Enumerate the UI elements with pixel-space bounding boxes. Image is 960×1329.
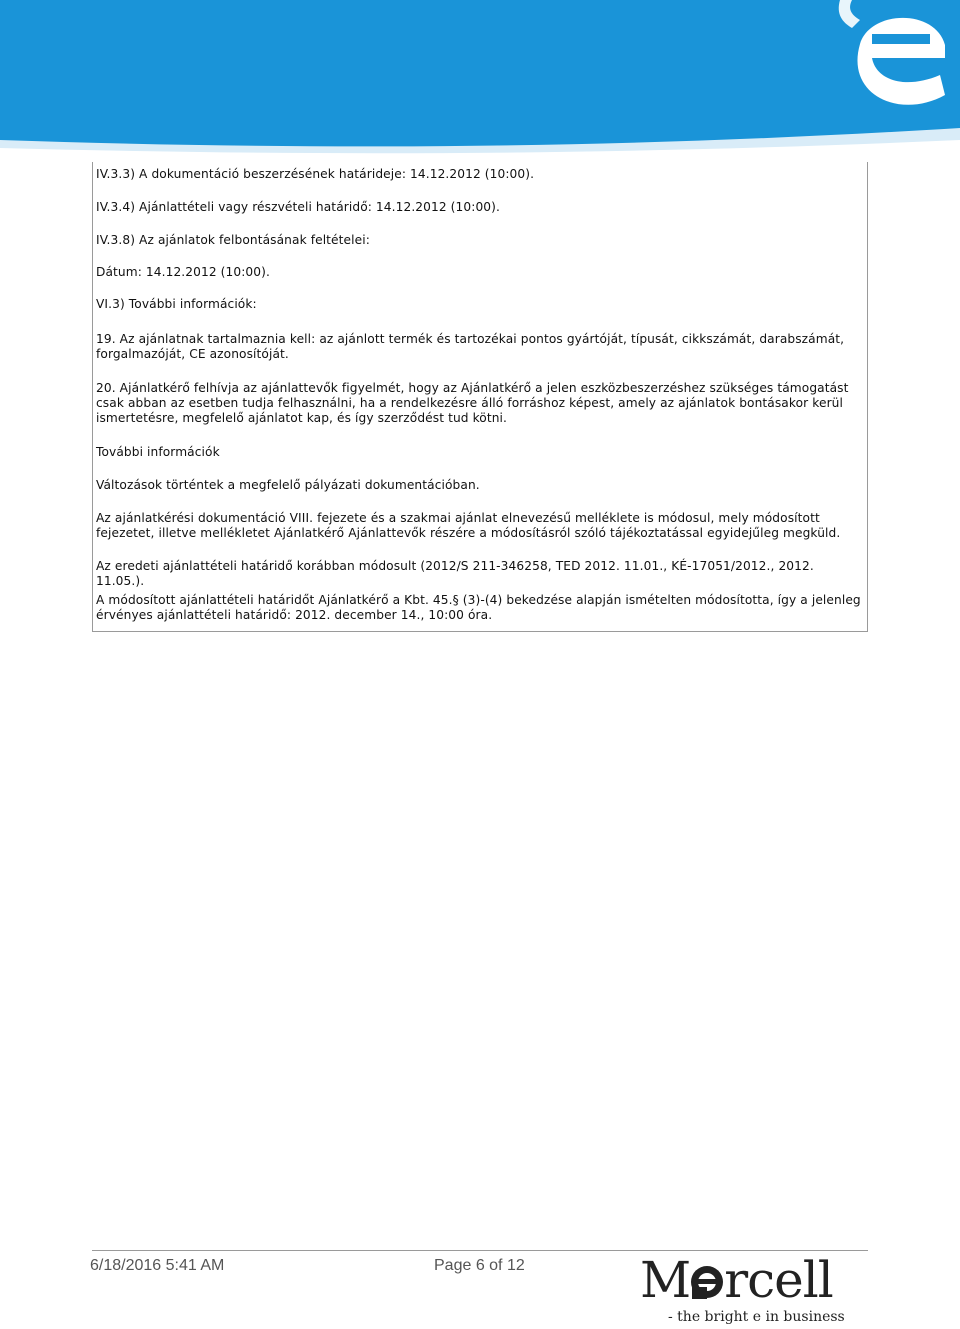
- item-20: 20. Ajánlatkérő felhívja az ajánlattevők figyelmét, hogy az Ajánlatkérő a jelen eszközbeszerzéshez szükséges támogatást csak abban az esetben tudja felhasználni, ha a rendelkezésre álló forráshoz képest, amely az ajánlatok bontásakor kerül ismertetésre, megfelelő ajánlatot kap, és így szerződést tud kötni.: [96, 381, 849, 425]
- further-info-heading: További információk: [96, 445, 220, 459]
- logo-text-rcell: rcell: [724, 1251, 833, 1309]
- modified-deadline-note: A módosított ajánlattételi határidőt Ajánlatkérő a Kbt. 45.§ (3)-(4) bekedzése alapján ismételten módosította, így a jelenleg érvényes ajánlattételi határidő: 2012. december 14., 10:00 óra.: [96, 593, 861, 622]
- footer-date: 6/18/2016 5:41 AM: [90, 1257, 225, 1274]
- header-banner: [0, 0, 960, 158]
- item-19: 19. Az ajánlatnak tartalmaznia kell: az ajánlott termék és tartozékai pontos gyártóját, típusát, cikkszámát, darabszámát, forgalmazóját, CE azonosítóját.: [96, 332, 845, 361]
- opening-date: Dátum: 14.12.2012 (10:00).: [96, 265, 270, 279]
- original-deadline-note: Az eredeti ajánlattételi határidő korábban módosult (2012/S 211-346258, TED 2012. 11.01., KÉ-17051/2012., 2012. 11.05.).: [96, 559, 814, 588]
- changes-note: Változások történtek a megfelelő pályázati dokumentációban.: [96, 478, 480, 492]
- marcell-logo: [640, 1252, 870, 1328]
- logo-tagline: - the bright e in business: [668, 1309, 845, 1325]
- chapter-viii-note: Az ajánlatkérési dokumentáció VIII. fejezete és a szakmai ajánlat elnevezésű melléklete is módosul, mely módosított fejezetet, illetve mellékletet Ajánlatkérő Ajánlattevők részére a módosításról szóló tájékoztatással egyidejűleg megküld.: [96, 511, 841, 540]
- section-iv-3-4: IV.3.4) Ajánlattételi vagy részvételi határidő: 14.12.2012 (10:00).: [96, 200, 500, 214]
- footer-page-number: Page 6 of 12: [434, 1257, 525, 1274]
- section-iv-3-8: IV.3.8) Az ajánlatok felbontásának feltételei:: [96, 233, 370, 247]
- logo-text-m: M: [640, 1251, 691, 1309]
- logo-wordmark: [640, 1252, 833, 1308]
- section-iv-3-3: IV.3.3) A dokumentáció beszerzésének határideje: 14.12.2012 (10:00).: [96, 167, 535, 181]
- section-vi-3: VI.3) További információk:: [96, 297, 257, 311]
- header-graphic: [0, 0, 960, 158]
- logo-e-icon: [690, 1265, 724, 1299]
